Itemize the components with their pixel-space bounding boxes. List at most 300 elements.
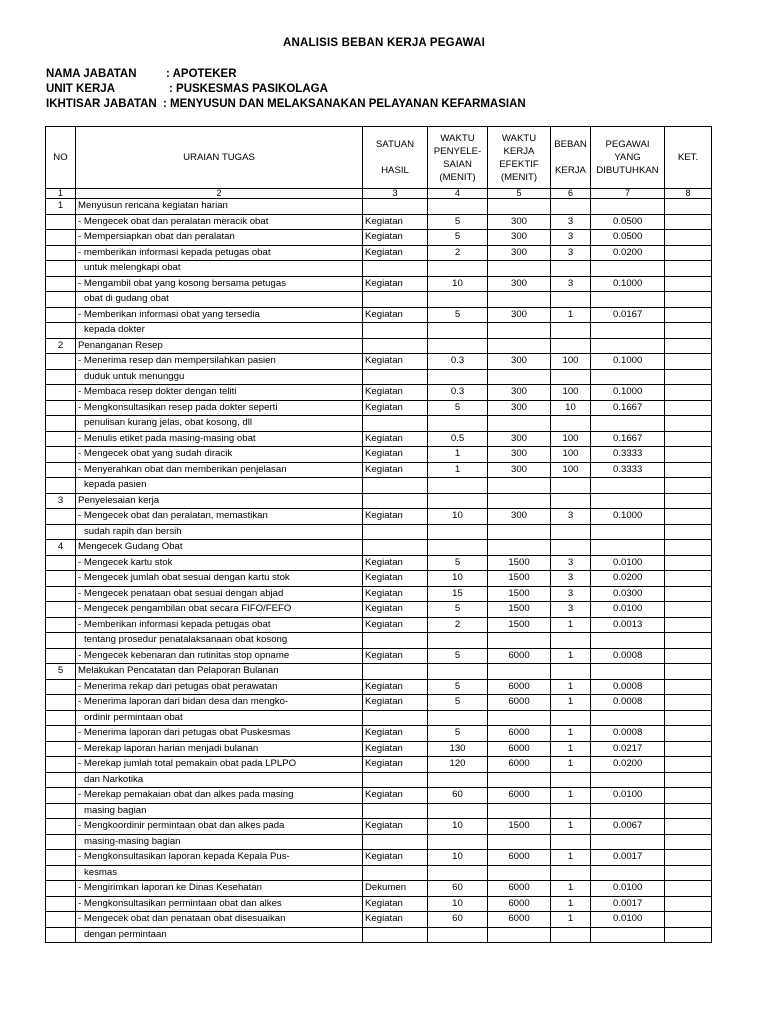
- cell-waktu-penyelesaian: 2: [428, 245, 488, 261]
- cell-task: dan Narkotika: [76, 772, 363, 788]
- cell-no: [46, 803, 76, 819]
- column-number: 5: [488, 189, 551, 199]
- header-uraian-tugas: URAIAN TUGAS: [76, 127, 363, 189]
- cell-satuan: Kegiatan: [363, 385, 428, 401]
- cell-satuan: [363, 261, 428, 277]
- cell-beban-kerja: [551, 540, 591, 556]
- cell-waktu-penyelesaian: 10: [428, 571, 488, 587]
- cell-beban-kerja: [551, 338, 591, 354]
- cell-keterangan: [665, 586, 712, 602]
- header-line: PEGAWAI: [605, 139, 650, 150]
- cell-waktu-kerja: 6000: [488, 757, 551, 773]
- cell-beban-kerja: 100: [551, 447, 591, 463]
- header-line: WAKTU: [440, 132, 475, 144]
- cell-satuan: Kegiatan: [363, 447, 428, 463]
- cell-task: - Mengecek kartu stok: [76, 555, 363, 571]
- cell-waktu-kerja: [488, 803, 551, 819]
- cell-satuan: Kegiatan: [363, 307, 428, 323]
- cell-beban-kerja: 100: [551, 431, 591, 447]
- cell-pegawai: 0.0200: [591, 571, 665, 587]
- info-label: UNIT KERJA: [46, 83, 116, 95]
- cell-waktu-penyelesaian: 2: [428, 617, 488, 633]
- cell-keterangan: [665, 927, 712, 943]
- cell-beban-kerja: 3: [551, 245, 591, 261]
- cell-waktu-penyelesaian: [428, 261, 488, 277]
- table-row: [46, 431, 712, 447]
- cell-keterangan: [665, 462, 712, 478]
- cell-beban-kerja: [551, 664, 591, 680]
- cell-keterangan: [665, 648, 712, 664]
- cell-waktu-kerja: 300: [488, 307, 551, 323]
- table-header-row: [46, 127, 712, 189]
- cell-keterangan: [665, 447, 712, 463]
- cell-pegawai: 0.1667: [591, 431, 665, 447]
- cell-keterangan: [665, 710, 712, 726]
- table-row: [46, 400, 712, 416]
- table-row: [46, 245, 712, 261]
- section-row: [46, 540, 712, 556]
- cell-keterangan: [665, 400, 712, 416]
- cell-task: - Mengecek obat dan peralatan, memastikan: [76, 509, 363, 525]
- cell-keterangan: [665, 664, 712, 680]
- cell-no: [46, 509, 76, 525]
- table-row: [46, 354, 712, 370]
- cell-satuan: Kegiatan: [363, 648, 428, 664]
- cell-waktu-penyelesaian: 5: [428, 230, 488, 246]
- cell-keterangan: [665, 354, 712, 370]
- cell-waktu-kerja: 6000: [488, 896, 551, 912]
- cell-no: [46, 555, 76, 571]
- cell-keterangan: [665, 772, 712, 788]
- cell-pegawai: 0.0500: [591, 214, 665, 230]
- cell-waktu-penyelesaian: 5: [428, 695, 488, 711]
- cell-satuan: [363, 416, 428, 432]
- cell-task: dengan permintaan: [76, 927, 363, 943]
- cell-keterangan: [665, 509, 712, 525]
- cell-keterangan: [665, 819, 712, 835]
- cell-task: - Mengirimkan laporan ke Dinas Kesehatan: [76, 881, 363, 897]
- cell-task: - Mengecek pengambilan obat secara FIFO/FEFO: [76, 602, 363, 618]
- cell-beban-kerja: 1: [551, 648, 591, 664]
- cell-satuan: Kegiatan: [363, 602, 428, 618]
- table-row: [46, 524, 712, 540]
- cell-keterangan: [665, 214, 712, 230]
- cell-pegawai: 0.1000: [591, 509, 665, 525]
- cell-waktu-penyelesaian: [428, 633, 488, 649]
- cell-keterangan: [665, 323, 712, 339]
- info-value: : APOTEKER: [166, 68, 237, 80]
- cell-pegawai: 0.3333: [591, 462, 665, 478]
- cell-waktu-penyelesaian: 10: [428, 850, 488, 866]
- table-row: [46, 679, 712, 695]
- cell-beban-kerja: 100: [551, 385, 591, 401]
- cell-pegawai: [591, 633, 665, 649]
- table-row: [46, 834, 712, 850]
- cell-keterangan: [665, 602, 712, 618]
- cell-beban-kerja: 1: [551, 741, 591, 757]
- table-row: [46, 819, 712, 835]
- cell-satuan: Kegiatan: [363, 912, 428, 928]
- cell-task: - Mengecek jumlah obat sesuai dengan kartu stok: [76, 571, 363, 587]
- cell-waktu-penyelesaian: 5: [428, 214, 488, 230]
- cell-beban-kerja: [551, 927, 591, 943]
- cell-task: - Menerima rekap dari petugas obat perawatan: [76, 679, 363, 695]
- cell-beban-kerja: 1: [551, 679, 591, 695]
- cell-keterangan: [665, 493, 712, 509]
- cell-no: [46, 478, 76, 494]
- cell-keterangan: [665, 307, 712, 323]
- cell-waktu-kerja: [488, 772, 551, 788]
- cell-satuan: Kegiatan: [363, 214, 428, 230]
- cell-pegawai: [591, 323, 665, 339]
- info-ikhtisar-jabatan: [46, 98, 526, 110]
- cell-satuan: [363, 493, 428, 509]
- cell-waktu-kerja: 6000: [488, 726, 551, 742]
- cell-satuan: Kegiatan: [363, 757, 428, 773]
- cell-satuan: Kegiatan: [363, 555, 428, 571]
- cell-keterangan: [665, 571, 712, 587]
- cell-task: kesmas: [76, 865, 363, 881]
- cell-task: - Mengecek obat yang sudah diracik: [76, 447, 363, 463]
- cell-satuan: [363, 292, 428, 308]
- cell-no: [46, 431, 76, 447]
- cell-satuan: Kegiatan: [363, 850, 428, 866]
- cell-pegawai: [591, 927, 665, 943]
- cell-no: [46, 788, 76, 804]
- cell-no: [46, 881, 76, 897]
- header-line: [365, 151, 425, 164]
- cell-pegawai: [591, 478, 665, 494]
- cell-keterangan: [665, 912, 712, 928]
- cell-satuan: Kegiatan: [363, 726, 428, 742]
- cell-no: 4: [46, 540, 76, 556]
- cell-task: Melakukan Pencatatan dan Pelaporan Bulanan: [76, 664, 363, 680]
- cell-satuan: [363, 199, 428, 215]
- column-number: 1: [46, 189, 76, 199]
- table-row: [46, 757, 712, 773]
- cell-keterangan: [665, 555, 712, 571]
- cell-beban-kerja: [551, 493, 591, 509]
- cell-waktu-penyelesaian: 5: [428, 555, 488, 571]
- cell-task: Menyusun rencana kegiatan harian: [76, 199, 363, 215]
- cell-task: - Merekap laporan harian menjadi bulanan: [76, 741, 363, 757]
- cell-no: [46, 586, 76, 602]
- table-row: [46, 307, 712, 323]
- info-value: : PUSKESMAS PASIKOLAGA: [169, 83, 328, 95]
- cell-keterangan: [665, 788, 712, 804]
- cell-pegawai: 0.0100: [591, 788, 665, 804]
- cell-task: - Merekap pemakaian obat dan alkes pada masing: [76, 788, 363, 804]
- cell-waktu-penyelesaian: [428, 540, 488, 556]
- cell-keterangan: [665, 416, 712, 432]
- table-row: [46, 447, 712, 463]
- cell-waktu-kerja: [488, 478, 551, 494]
- cell-task: - memberikan informasi kepada petugas obat: [76, 245, 363, 261]
- cell-waktu-penyelesaian: [428, 772, 488, 788]
- header-pegawai-dibutuhkan: [591, 127, 665, 189]
- cell-waktu-penyelesaian: 10: [428, 819, 488, 835]
- cell-beban-kerja: 3: [551, 555, 591, 571]
- cell-waktu-penyelesaian: 5: [428, 726, 488, 742]
- cell-beban-kerja: 1: [551, 757, 591, 773]
- cell-pegawai: [591, 369, 665, 385]
- cell-no: [46, 741, 76, 757]
- cell-task: masing bagian: [76, 803, 363, 819]
- cell-satuan: Kegiatan: [363, 741, 428, 757]
- cell-satuan: Kegiatan: [363, 679, 428, 695]
- cell-waktu-kerja: 1500: [488, 602, 551, 618]
- header-no: NO: [46, 127, 76, 189]
- cell-keterangan: [665, 896, 712, 912]
- cell-no: [46, 323, 76, 339]
- cell-waktu-penyelesaian: [428, 369, 488, 385]
- table-row: [46, 416, 712, 432]
- cell-waktu-kerja: 300: [488, 385, 551, 401]
- cell-satuan: Kegiatan: [363, 230, 428, 246]
- cell-waktu-kerja: [488, 540, 551, 556]
- cell-satuan: Kegiatan: [363, 571, 428, 587]
- cell-keterangan: [665, 540, 712, 556]
- table-row: [46, 586, 712, 602]
- cell-waktu-penyelesaian: 10: [428, 896, 488, 912]
- header-line: SAIAN: [443, 158, 472, 170]
- cell-beban-kerja: 1: [551, 788, 591, 804]
- cell-waktu-penyelesaian: 1: [428, 462, 488, 478]
- cell-waktu-kerja: [488, 323, 551, 339]
- cell-beban-kerja: [551, 369, 591, 385]
- cell-waktu-penyelesaian: 0.5: [428, 431, 488, 447]
- cell-pegawai: 0.3333: [591, 447, 665, 463]
- cell-task: - Mengkonsultasikan resep pada dokter seperti: [76, 400, 363, 416]
- cell-no: [46, 571, 76, 587]
- cell-pegawai: 0.0008: [591, 679, 665, 695]
- table-row: [46, 850, 712, 866]
- header-waktu-kerja-efektif: [488, 127, 551, 189]
- cell-beban-kerja: 3: [551, 586, 591, 602]
- cell-beban-kerja: [551, 772, 591, 788]
- cell-keterangan: [665, 865, 712, 881]
- cell-waktu-kerja: 300: [488, 447, 551, 463]
- cell-no: [46, 757, 76, 773]
- cell-waktu-kerja: 1500: [488, 586, 551, 602]
- cell-waktu-kerja: [488, 865, 551, 881]
- cell-task: - Mengecek kebenaran dan rutinitas stop opname: [76, 648, 363, 664]
- cell-pegawai: 0.0100: [591, 881, 665, 897]
- table-row: [46, 648, 712, 664]
- cell-task: - Menerima laporan dari bidan desa dan mengko-: [76, 695, 363, 711]
- cell-pegawai: [591, 803, 665, 819]
- cell-waktu-penyelesaian: [428, 524, 488, 540]
- cell-no: [46, 385, 76, 401]
- cell-waktu-kerja: 1500: [488, 571, 551, 587]
- cell-pegawai: 0.0100: [591, 555, 665, 571]
- cell-keterangan: [665, 726, 712, 742]
- cell-satuan: Kegiatan: [363, 695, 428, 711]
- cell-beban-kerja: 1: [551, 819, 591, 835]
- cell-no: [46, 230, 76, 246]
- cell-no: [46, 447, 76, 463]
- cell-waktu-penyelesaian: 5: [428, 307, 488, 323]
- section-row: [46, 199, 712, 215]
- column-number-row: [46, 189, 712, 199]
- cell-beban-kerja: 1: [551, 726, 591, 742]
- cell-waktu-kerja: 300: [488, 276, 551, 292]
- cell-waktu-kerja: 6000: [488, 741, 551, 757]
- cell-waktu-kerja: 1500: [488, 819, 551, 835]
- cell-task: - Membaca resep dokter dengan teliti: [76, 385, 363, 401]
- cell-no: [46, 633, 76, 649]
- table-row: [46, 865, 712, 881]
- cell-pegawai: [591, 834, 665, 850]
- cell-pegawai: [591, 540, 665, 556]
- cell-task: - Menerima laporan dari petugas obat Puskesmas: [76, 726, 363, 742]
- header-satuan-hasil: [363, 127, 428, 189]
- cell-no: [46, 648, 76, 664]
- section-row: [46, 664, 712, 680]
- table-row: [46, 230, 712, 246]
- header-line: WAKTU: [501, 132, 537, 144]
- cell-pegawai: 0.0217: [591, 741, 665, 757]
- cell-keterangan: [665, 385, 712, 401]
- cell-pegawai: 0.0008: [591, 648, 665, 664]
- cell-pegawai: [591, 292, 665, 308]
- cell-beban-kerja: 3: [551, 509, 591, 525]
- cell-waktu-kerja: 300: [488, 509, 551, 525]
- header-line: (MENIT): [500, 171, 538, 183]
- cell-no: 3: [46, 493, 76, 509]
- cell-pegawai: 0.0008: [591, 695, 665, 711]
- cell-pegawai: 0.1000: [591, 385, 665, 401]
- cell-satuan: Kegiatan: [363, 354, 428, 370]
- cell-beban-kerja: 100: [551, 462, 591, 478]
- table-row: [46, 726, 712, 742]
- cell-satuan: [363, 710, 428, 726]
- table-row: [46, 261, 712, 277]
- cell-satuan: Kegiatan: [363, 819, 428, 835]
- cell-pegawai: [591, 493, 665, 509]
- cell-waktu-penyelesaian: [428, 478, 488, 494]
- cell-keterangan: [665, 369, 712, 385]
- workload-table: [45, 126, 712, 943]
- header-line: YANG: [614, 152, 641, 163]
- column-number: 4: [428, 189, 488, 199]
- cell-satuan: [363, 772, 428, 788]
- cell-task: Penanganan Resep: [76, 338, 363, 354]
- header-line: KERJA: [503, 145, 535, 157]
- cell-keterangan: [665, 524, 712, 540]
- cell-beban-kerja: [551, 323, 591, 339]
- cell-satuan: Kegiatan: [363, 896, 428, 912]
- info-unit-kerja: [46, 83, 328, 95]
- cell-waktu-kerja: [488, 633, 551, 649]
- cell-waktu-kerja: 6000: [488, 788, 551, 804]
- cell-waktu-penyelesaian: 0.3: [428, 354, 488, 370]
- cell-beban-kerja: [551, 261, 591, 277]
- cell-task: Penyelesaian kerja: [76, 493, 363, 509]
- cell-pegawai: 0.0200: [591, 757, 665, 773]
- cell-no: [46, 710, 76, 726]
- cell-no: [46, 261, 76, 277]
- cell-beban-kerja: 100: [551, 354, 591, 370]
- cell-waktu-penyelesaian: 60: [428, 912, 488, 928]
- cell-task: penulisan kurang jelas, obat kosong, dll: [76, 416, 363, 432]
- cell-waktu-kerja: [488, 369, 551, 385]
- header-line: PENYELE-: [433, 145, 482, 157]
- cell-pegawai: [591, 338, 665, 354]
- cell-satuan: Kegiatan: [363, 276, 428, 292]
- cell-waktu-kerja: 300: [488, 431, 551, 447]
- column-number: 6: [551, 189, 591, 199]
- cell-satuan: [363, 927, 428, 943]
- cell-no: 5: [46, 664, 76, 680]
- cell-waktu-penyelesaian: 10: [428, 509, 488, 525]
- cell-satuan: Dekumen: [363, 881, 428, 897]
- cell-keterangan: [665, 338, 712, 354]
- cell-waktu-penyelesaian: 5: [428, 648, 488, 664]
- cell-waktu-penyelesaian: 10: [428, 276, 488, 292]
- cell-beban-kerja: 1: [551, 850, 591, 866]
- table-row: [46, 509, 712, 525]
- cell-keterangan: [665, 478, 712, 494]
- cell-waktu-kerja: 6000: [488, 881, 551, 897]
- table-row: [46, 710, 712, 726]
- cell-pegawai: 0.0200: [591, 245, 665, 261]
- cell-waktu-penyelesaian: [428, 834, 488, 850]
- cell-task: - Mengambil obat yang kosong bersama petugas: [76, 276, 363, 292]
- header-keterangan: KET.: [665, 127, 712, 189]
- cell-task: - Mengecek penataan obat sesuai dengan abjad: [76, 586, 363, 602]
- cell-waktu-penyelesaian: 5: [428, 400, 488, 416]
- cell-task: tentang prosedur penatalaksanaan obat kosong: [76, 633, 363, 649]
- cell-keterangan: [665, 245, 712, 261]
- cell-no: [46, 245, 76, 261]
- cell-satuan: [363, 540, 428, 556]
- cell-no: [46, 772, 76, 788]
- cell-waktu-penyelesaian: 5: [428, 602, 488, 618]
- cell-task: - Mengkoordinir permintaan obat dan alkes pada: [76, 819, 363, 835]
- cell-pegawai: 0.0067: [591, 819, 665, 835]
- column-number: 2: [76, 189, 363, 199]
- cell-task: - Mengecek obat dan penataan obat disesuaikan: [76, 912, 363, 928]
- header-line: SATUAN: [375, 139, 415, 150]
- cell-keterangan: [665, 679, 712, 695]
- cell-task: kepada pasien: [76, 478, 363, 494]
- table-row: [46, 695, 712, 711]
- cell-beban-kerja: 3: [551, 602, 591, 618]
- cell-task: duduk untuk menunggu: [76, 369, 363, 385]
- section-row: [46, 338, 712, 354]
- cell-pegawai: [591, 261, 665, 277]
- cell-beban-kerja: 1: [551, 695, 591, 711]
- header-line: KERJA: [555, 165, 586, 176]
- cell-waktu-penyelesaian: 5: [428, 679, 488, 695]
- cell-waktu-kerja: 300: [488, 462, 551, 478]
- cell-satuan: Kegiatan: [363, 400, 428, 416]
- cell-waktu-kerja: 6000: [488, 679, 551, 695]
- cell-waktu-penyelesaian: [428, 664, 488, 680]
- cell-keterangan: [665, 881, 712, 897]
- cell-keterangan: [665, 617, 712, 633]
- table-row: [46, 741, 712, 757]
- table-row: [46, 323, 712, 339]
- cell-pegawai: 0.0017: [591, 850, 665, 866]
- cell-beban-kerja: 1: [551, 307, 591, 323]
- cell-keterangan: [665, 199, 712, 215]
- cell-pegawai: [591, 772, 665, 788]
- cell-waktu-penyelesaian: 130: [428, 741, 488, 757]
- cell-beban-kerja: [551, 524, 591, 540]
- cell-satuan: [363, 633, 428, 649]
